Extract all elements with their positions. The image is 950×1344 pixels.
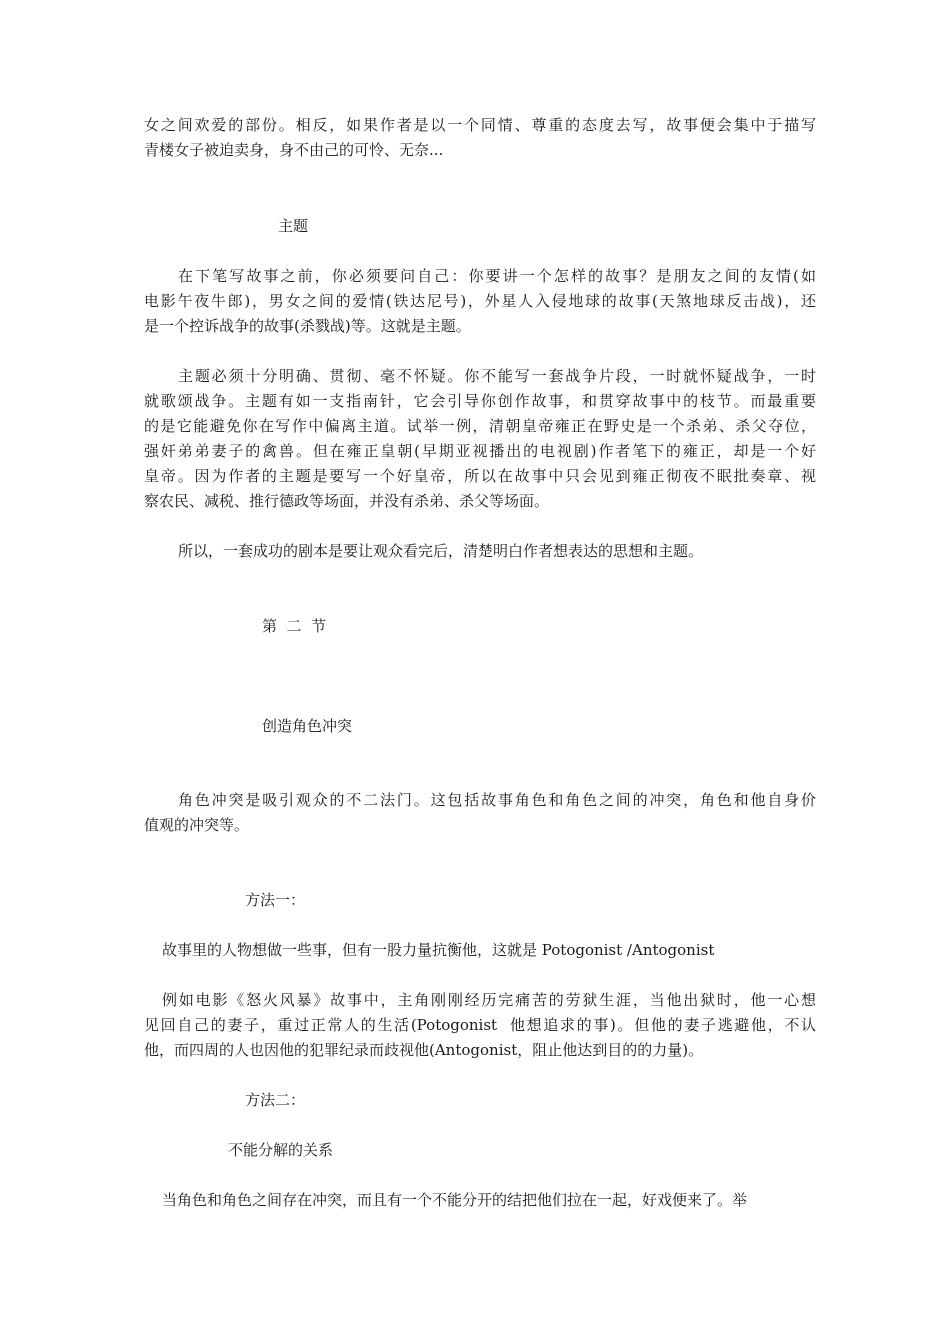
method2-subheading: 不能分解的关系 [228, 1141, 334, 1159]
intro-paragraph [144, 113, 816, 163]
text-line: 皇帝。因为作者的主题是要写一个好皇帝，所以在故事中只会见到雍正彻夜不眠批奏章、视 [144, 467, 816, 485]
text-line: 的是它能避免你在写作中偏离主道。试举一例，清朝皇帝雍正在野史是一个杀弟、杀父夺位， [144, 417, 816, 435]
theme-paragraph-2 [144, 364, 816, 514]
text-line: 当角色和角色之间存在冲突，而且有一个不能分开的结把他们拉在一起，好戏便来了。举 [162, 1191, 748, 1209]
method1-paragraph-2 [144, 988, 816, 1063]
text-line: 主题必须十分明确、贯彻、毫不怀疑。你不能写一套战争片段，一时就怀疑战争，一时 [178, 367, 816, 385]
conflict-paragraph [144, 788, 816, 838]
section-heading: 第 二 节 [262, 617, 327, 635]
conflict-heading: 创造角色冲突 [262, 717, 353, 735]
text-line: 见回自己的妻子，重过正常人的生活(Potogonist 他想追求的事)。但他的妻子逃避他，不认 [144, 1016, 816, 1034]
text-line: 值观的冲突等。 [144, 816, 250, 834]
text-line: 察农民、减税、推行德政等场面，并没有杀弟、杀父等场面。 [144, 492, 550, 510]
text-line: 例如电影《怒火风暴》故事中，主角刚刚经历完痛苦的劳狱生涯，当他出狱时，他一心想 [162, 991, 816, 1009]
text-line: 电影午夜牛郎)，男女之间的爱情(铁达尼号)，外星人入侵地球的故事(天煞地球反击战)，还 [144, 292, 816, 310]
text-line: 就歌颂战争。主题有如一支指南针，它会引导你创作故事，和贯穿故事中的枝节。而最重要 [144, 392, 816, 410]
theme-paragraph-1 [144, 264, 816, 339]
method1-paragraph-1 [144, 938, 816, 963]
method2-heading: 方法二： [245, 1091, 306, 1109]
theme-paragraph-3 [144, 539, 816, 564]
text-line: 青楼女子被迫卖身，身不由己的可怜、无奈... [144, 141, 444, 159]
method2-paragraph [144, 1188, 816, 1213]
text-line: 他，而四周的人也因他的犯罪纪录而歧视他(Antogonist，阻止他达到目的的力量)。 [144, 1041, 704, 1059]
text-line: 女之间欢爱的部份。相反，如果作者是以一个同情、尊重的态度去写，故事便会集中于描写 [144, 116, 816, 134]
text-line: 所以，一套成功的剧本是要让观众看完后，清楚明白作者想表达的思想和主题。 [178, 542, 704, 560]
text-line: 角色冲突是吸引观众的不二法门。这包括故事角色和角色之间的冲突，角色和他自身价 [178, 791, 816, 809]
method1-heading: 方法一： [245, 891, 306, 909]
text-line: 故事里的人物想做一些事，但有一股力量抗衡他，这就是 Potogonist /Antogonist [162, 941, 715, 959]
text-line: 在下笔写故事之前，你必须要问自己：你要讲一个怎样的故事？是朋友之间的友情(如 [178, 267, 816, 285]
text-line: 强奸弟弟妻子的禽兽。但在雍正皇朝(早期亚视播出的电视剧)作者笔下的雍正，却是一个好 [144, 442, 816, 460]
theme-heading: 主题 [278, 217, 309, 235]
text-line: 是一个控诉战争的故事(杀戮战)等。这就是主题。 [144, 317, 471, 335]
